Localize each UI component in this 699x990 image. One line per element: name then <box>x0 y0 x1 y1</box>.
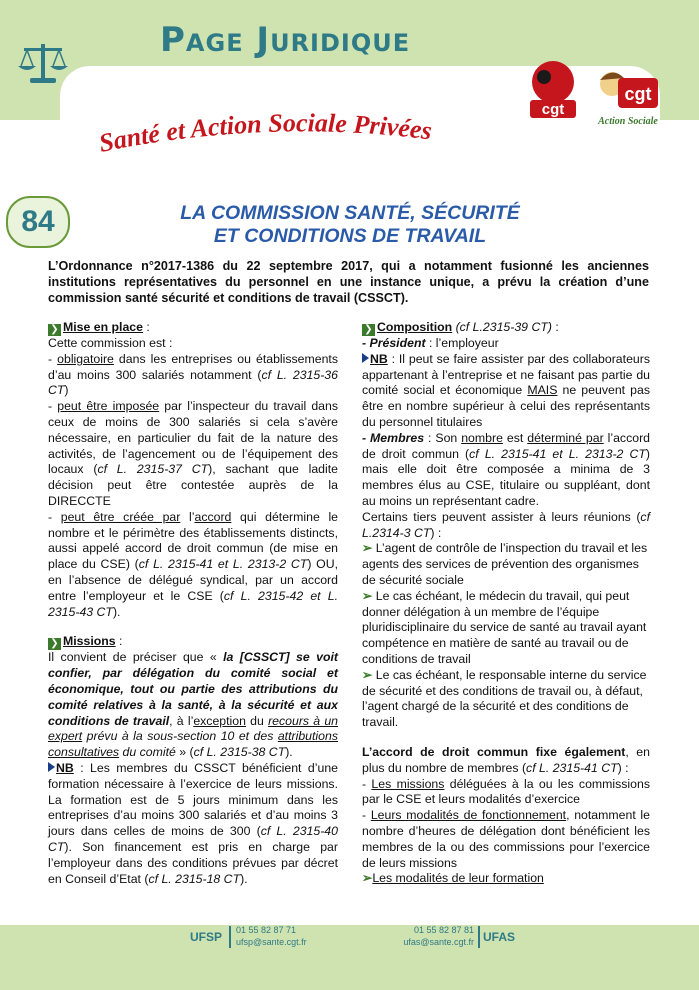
logo1-text: cgt <box>541 101 565 118</box>
intro-paragraph: L’Ordonnance n°2017-1386 du 22 septembre 2017, qui a notamment fusionné les anciennes institutions représentatives du personnel en une instance unique, a prévu la création d’une commission santé sécurité et conditions de travail (CSSCT). <box>48 259 649 305</box>
footer-divider <box>229 926 231 948</box>
footer-ufas: UFAS <box>483 930 516 944</box>
page-title: Page Juridique <box>160 20 411 60</box>
subtitle-text: Santé et Action Sociale Privées <box>96 112 434 158</box>
nb-marker-icon <box>362 353 369 363</box>
article-title-line1: LA COMMISSION SANTÉ, SÉCURITÉ <box>180 202 520 224</box>
missions-heading: ❯ Missions : <box>48 634 338 650</box>
president-line: - Président : l’employeur <box>362 336 499 350</box>
accord-item-2: - Leurs modalités de fonctionnement, notamment le nombre d’heures de délégation dont bénéficient les membres de la ou des commissions pour l’exercice de leurs missions <box>362 808 651 870</box>
membres-line: - Membres : Son nombre est déterminé par l’accord de droit commun (cf L. 2315-41 et L. 2313-2 CT) mais elle doit être composée a minima de 3 membres élus au CSE, titulaire ou suppléant, dont au moins un représentant cadre. <box>362 430 651 508</box>
composition-nb: NB : Il peut se faire assister par des collaborateurs appartenant à l’entreprise et ne faisant pas partie du comité social et économique MAIS ne peuvent pas être en nombre supérieur à celui des représentants du personnel titulaires <box>362 351 651 429</box>
accord-item-1: - Les missions déléguées à la ou les commissions par le CSE et leurs modalités d’exercice <box>362 776 650 807</box>
nb-marker-icon <box>48 762 55 772</box>
logo2-text: cgt <box>624 84 652 104</box>
tiers-item-1: ➢ L’agent de contrôle de l’inspection du travail et les agents des services de prévention des organismes de sécurité sociale <box>362 541 648 587</box>
svg-text:Santé et Action Sociale Privée <box>97 112 434 158</box>
footer-email-ufas[interactable]: ufas@sante.cgt.fr <box>403 937 474 947</box>
footer-phone-ufas: 01 55 82 87 81 <box>413 925 474 935</box>
arrow-right-icon: ❯ <box>362 324 375 336</box>
chevron-right-icon: ➢ <box>362 541 376 556</box>
footer-band <box>0 925 699 990</box>
left-column <box>48 320 338 887</box>
composition-heading: ❯ Composition (cf L.2315-39 CT) : <box>362 320 650 336</box>
tiers-item-3: ➢ Le cas échéant, le responsable interne du service de sécurité et des conditions de travail ou, à défaut, l’agent chargé de la sécurité et des conditions de travail. <box>362 667 647 730</box>
chevron-right-icon: ➢ <box>362 588 376 603</box>
logo2-caption: Action Sociale <box>598 116 658 127</box>
footer-contact-ufas <box>382 924 474 948</box>
accord-item-3: ➢Les modalités de leur formation <box>362 871 544 886</box>
article-title <box>110 202 590 248</box>
issue-number: 84 <box>6 196 70 248</box>
missions-nb: NB : Les membres du CSSCT bénéficient d’une formation nécessaire à l’exercice de leurs missions. La formation est de 5 jours minimum dans les entreprises d’au moins 300 salariés et d’au moins 3 jours dans celles de moins de 300 (cf L. 2315-40 CT). Son financement est pris en charge par l’employeur dans des conditions prévues par décret en Conseil d’Etat (cf L. 2315-18 CT). <box>48 760 338 886</box>
footer-phone-ufsp: 01 55 82 87 71 <box>236 925 297 935</box>
arrow-right-icon: ❯ <box>48 638 61 650</box>
article-title-line2: ET CONDITIONS DE TRAVAIL <box>213 225 487 247</box>
chevron-right-icon: ➢ <box>362 667 376 682</box>
mise-item-2: - peut être imposée par l’inspecteur du travail dans ceux de moins de 300 salariés si cela s’avère nécessaire, en particulier du fait de la nature des activités, de l’agencement ou de l’équipement des locaux (cf L. 2315-37 CT), sachant que ladite décision peut être contestée auprès de la DIRECCTE <box>48 399 339 508</box>
mise-item-1: - obligatoire dans les entreprises ou établissements d’au moins 300 salariés notamment (cf L. 2315-36 CT) <box>48 351 338 398</box>
chevron-right-icon: ➢ <box>362 871 373 886</box>
scales-of-justice-icon <box>16 40 70 86</box>
mise-heading: ❯ Mise en place : <box>48 320 338 336</box>
footer-email-ufsp[interactable]: ufsp@sante.cgt.fr <box>236 937 307 947</box>
footer-contact-ufsp <box>236 924 307 948</box>
subtitle-banner <box>96 112 546 172</box>
missions-text: Il convient de préciser que « la [CSSCT] se voit confier, par délégation du comité social et économique, tout ou partie des attributions du comité relatives à la santé, à la sécurité et aux conditions de travail, à l’exception du recours à un expert prévu à la sous-section 10 et des attributions consultatives du comité » (cf L. 2315-38 CT). <box>48 650 339 760</box>
tiers-item-2: ➢ Le cas échéant, le médecin du travail, qui peut donner délégation à un membre de l’équipe pluridisciplinaire du service de santé au travail ayant compétence en matière de santé au travail ou de conditions de travail <box>362 588 647 666</box>
arrow-right-icon: ❯ <box>48 324 61 336</box>
accord-line: L’accord de droit commun fixe également, en plus du nombre de membres (cf L. 2315-41 CT) : <box>362 744 650 775</box>
right-column <box>362 320 650 887</box>
mise-lead: Cette commission est : <box>48 336 173 350</box>
tiers-line: Certains tiers peuvent assister à leurs réunions (cf L.2314-3 CT) : <box>362 509 650 540</box>
cgt-logo <box>524 60 582 120</box>
cgt-action-sociale-logo <box>592 64 660 132</box>
footer-divider <box>478 926 480 948</box>
mise-item-3: - peut être créée par l’accord qui détermine le nombre et le périmètre des établissements distincts, aussi appelé accord de droit commun (de mise en place du CSE) (cf L. 2315-41 et L. 2313-2 CT) OU, en l’absence de délégué syndical, par un accord entre l’employeur et le CSE (cf L. 2315-42 et L. 2315-43 CT). <box>48 509 339 619</box>
footer-ufsp: UFSP <box>190 930 223 944</box>
